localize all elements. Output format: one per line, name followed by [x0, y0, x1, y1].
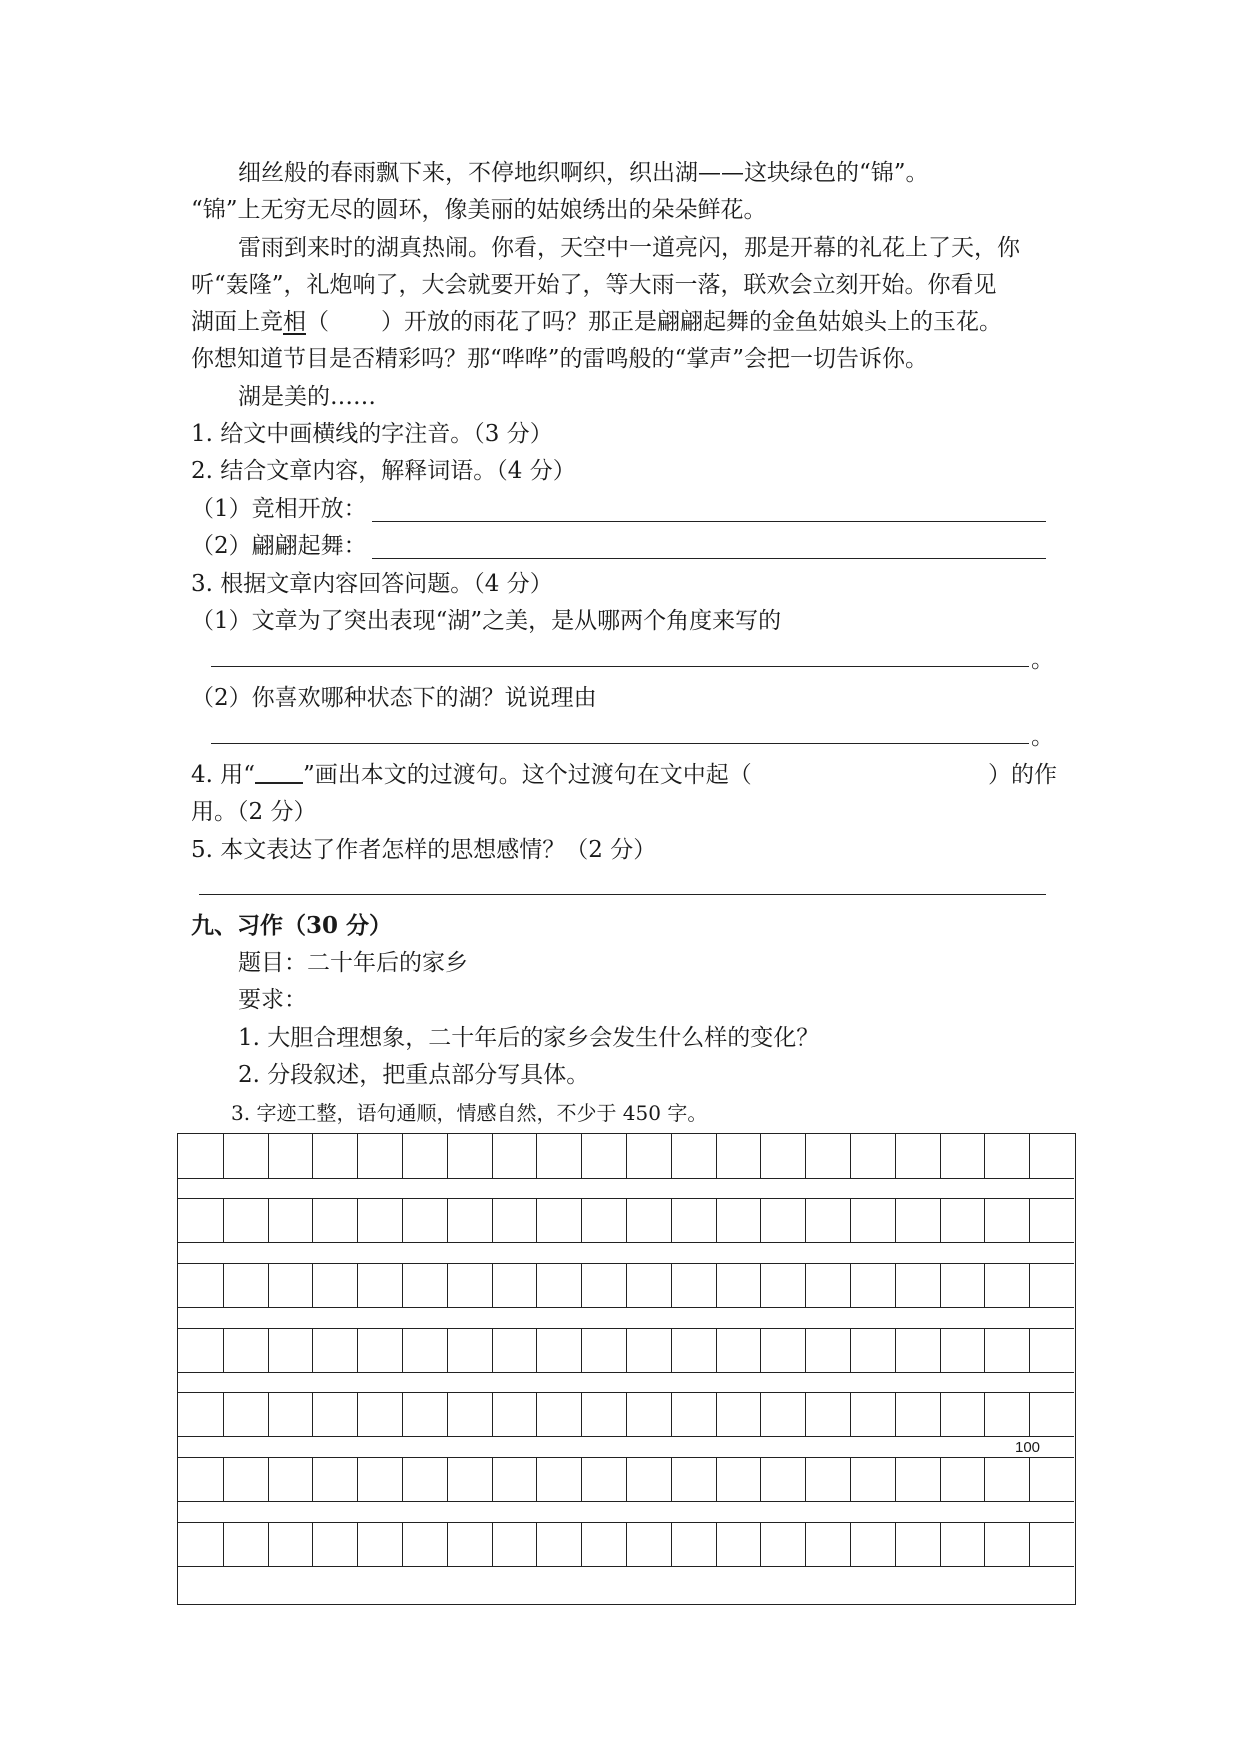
grid-cell-divider [716, 1458, 717, 1501]
passage-paragraph-3: 湖是美的…… [238, 384, 376, 410]
paren-open: （ [306, 309, 329, 335]
grid-cell-divider [895, 1329, 896, 1372]
grid-cell-divider [850, 1329, 851, 1372]
passage-paragraph-2-line-4: 你想知道节目是否精彩吗？那“哗哗”的雷鸣般的“掌声”会把一切告诉你。 [191, 346, 929, 372]
grid-cell-divider [536, 1329, 537, 1372]
requirement-2: 2. 分段叙述，把重点部分写具体。 [238, 1062, 590, 1088]
grid-cell-divider [447, 1393, 448, 1436]
grid-cell-divider [850, 1199, 851, 1242]
grid-cell-divider [626, 1393, 627, 1436]
grid-cell-divider [268, 1458, 269, 1501]
grid-cell-divider [447, 1264, 448, 1307]
grid-cell-divider [805, 1134, 806, 1178]
grid-cell-divider [1029, 1458, 1030, 1501]
grid-cell-divider [940, 1329, 941, 1372]
grid-cell-divider [312, 1523, 313, 1566]
grid-cell-divider [1029, 1393, 1030, 1436]
grid-cell-divider [760, 1199, 761, 1242]
word-count-marker: 100 [1015, 1439, 1041, 1456]
answer-line-3-2[interactable] [211, 743, 1029, 744]
grid-cell-divider [402, 1523, 403, 1566]
grid-row [178, 1328, 1074, 1373]
grid-cell-divider [357, 1134, 358, 1178]
grid-cell-divider [312, 1199, 313, 1242]
grid-cell-divider [223, 1458, 224, 1501]
grid-cell-divider [895, 1199, 896, 1242]
grid-cell-divider [581, 1264, 582, 1307]
grid-cell-divider [357, 1393, 358, 1436]
question-4-suffix: ）的作 [988, 762, 1057, 788]
grid-cell-divider [536, 1264, 537, 1307]
question-2-2-label: （2）翩翩起舞： [191, 533, 367, 559]
passage-paragraph-2-line-1: 雷雨到来时的湖真热闹。你看，天空中一道亮闪，那是开幕的礼花上了天，你 [238, 235, 1020, 261]
grid-cell-divider [626, 1523, 627, 1566]
answer-line-2-1[interactable] [372, 521, 1046, 522]
grid-cell-divider [626, 1264, 627, 1307]
grid-cell-divider [268, 1523, 269, 1566]
grid-cell-divider [536, 1199, 537, 1242]
grid-cell-divider [492, 1199, 493, 1242]
passage-paragraph-2-line-2: 听“轰隆”，礼炮响了，大会就要开始了，等大雨一落，联欢会立刻开始。你看见 [191, 272, 997, 298]
grid-cell-divider [760, 1264, 761, 1307]
grid-cell-divider [984, 1199, 985, 1242]
grid-cell-divider [223, 1199, 224, 1242]
grid-cell-divider [984, 1264, 985, 1307]
grid-cell-divider [850, 1523, 851, 1566]
period-mark: 。 [1031, 647, 1054, 673]
grid-cell-divider [492, 1458, 493, 1501]
grid-cell-divider [581, 1199, 582, 1242]
requirements-label: 要求： [238, 987, 307, 1013]
passage-text: 湖面上竞 [191, 309, 283, 335]
grid-cell-divider [223, 1134, 224, 1178]
grid-cell-divider [895, 1134, 896, 1178]
grid-cell-divider [357, 1199, 358, 1242]
grid-cell-divider [671, 1523, 672, 1566]
grid-cell-divider [402, 1199, 403, 1242]
grid-row [178, 1198, 1074, 1243]
grid-cell-divider [716, 1393, 717, 1436]
grid-cell-divider [312, 1134, 313, 1178]
grid-cell-divider [402, 1458, 403, 1501]
grid-cell-divider [447, 1134, 448, 1178]
grid-row [178, 1392, 1074, 1437]
grid-cell-divider [760, 1523, 761, 1566]
grid-cell-divider [760, 1329, 761, 1372]
grid-cell-divider [850, 1134, 851, 1178]
grid-cell-divider [312, 1458, 313, 1501]
grid-cell-divider [447, 1329, 448, 1372]
grid-cell-divider [805, 1329, 806, 1372]
grid-row [178, 1522, 1074, 1567]
grid-cell-divider [984, 1523, 985, 1566]
grid-cell-divider [805, 1523, 806, 1566]
grid-cell-divider [1029, 1134, 1030, 1178]
grid-cell-divider [805, 1264, 806, 1307]
requirement-3: 3. 字迹工整，语句通顺，情感自然，不少于 450 字。 [231, 1101, 708, 1125]
passage-paragraph-1-line-1: 细丝般的春雨飘下来，不停地织啊织，织出湖——这块绿色的“锦”。 [238, 160, 929, 186]
grid-cell-divider [357, 1523, 358, 1566]
grid-cell-divider [536, 1134, 537, 1178]
grid-row [178, 1457, 1074, 1502]
grid-cell-divider [268, 1329, 269, 1372]
grid-cell-divider [357, 1458, 358, 1501]
grid-cell-divider [716, 1264, 717, 1307]
grid-row [178, 1263, 1074, 1308]
grid-cell-divider [1029, 1264, 1030, 1307]
grid-cell-divider [984, 1458, 985, 1501]
grid-cell-divider [940, 1134, 941, 1178]
grid-cell-divider [940, 1458, 941, 1501]
grid-cell-divider [268, 1264, 269, 1307]
question-5: 5. 本文表达了作者怎样的思想感情？（2 分） [191, 837, 657, 863]
grid-cell-divider [312, 1393, 313, 1436]
grid-cell-divider [895, 1393, 896, 1436]
grid-cell-divider [895, 1523, 896, 1566]
grid-cell-divider [805, 1393, 806, 1436]
grid-cell-divider [492, 1523, 493, 1566]
question-3: 3. 根据文章内容回答问题。（4 分） [191, 571, 553, 597]
grid-cell-divider [223, 1523, 224, 1566]
grid-cell-divider [402, 1329, 403, 1372]
question-2-1-label: （1）竞相开放： [191, 496, 367, 522]
grid-cell-divider [536, 1458, 537, 1501]
grid-cell-divider [312, 1264, 313, 1307]
grid-cell-divider [223, 1329, 224, 1372]
grid-cell-divider [492, 1393, 493, 1436]
grid-cell-divider [1029, 1199, 1030, 1242]
grid-cell-divider [626, 1458, 627, 1501]
grid-cell-divider [268, 1134, 269, 1178]
grid-cell-divider [671, 1329, 672, 1372]
grid-cell-divider [850, 1458, 851, 1501]
grid-cell-divider [805, 1199, 806, 1242]
question-3-2: （2）你喜欢哪种状态下的湖？说说理由 [191, 685, 597, 711]
grid-cell-divider [671, 1134, 672, 1178]
grid-cell-divider [671, 1199, 672, 1242]
grid-cell-divider [940, 1393, 941, 1436]
period-mark: 。 [1031, 724, 1054, 750]
question-1: 1. 给文中画横线的字注音。（3 分） [191, 421, 553, 447]
composition-grid[interactable] [177, 1133, 1076, 1605]
passage-paragraph-1-line-2: “锦”上无穷无尽的圆环，像美丽的姑娘绣出的朵朵鲜花。 [191, 197, 767, 223]
grid-cell-divider [716, 1134, 717, 1178]
grid-cell-divider [447, 1523, 448, 1566]
grid-cell-divider [492, 1329, 493, 1372]
question-3-1: （1）文章为了突出表现“湖”之美，是从哪两个角度来写的 [191, 608, 782, 634]
grid-cell-divider [492, 1264, 493, 1307]
grid-cell-divider [223, 1393, 224, 1436]
grid-cell-divider [895, 1264, 896, 1307]
grid-cell-divider [581, 1523, 582, 1566]
underlined-character: 相 [283, 309, 306, 335]
question-2: 2. 结合文章内容，解释词语。（4 分） [191, 458, 576, 484]
question-text: ”画出本文的过渡句。这个过渡句在文中起（ [303, 762, 752, 788]
answer-line-3-1[interactable] [211, 666, 1029, 667]
grid-cell-divider [984, 1134, 985, 1178]
underline-sample [255, 762, 303, 784]
grid-cell-divider [402, 1393, 403, 1436]
requirement-1: 1. 大胆合理想象，二十年后的家乡会发生什么样的变化？ [238, 1025, 820, 1051]
grid-cell-divider [447, 1458, 448, 1501]
grid-cell-divider [760, 1393, 761, 1436]
grid-cell-divider [223, 1264, 224, 1307]
grid-cell-divider [626, 1329, 627, 1372]
grid-cell-divider [716, 1523, 717, 1566]
grid-cell-divider [581, 1393, 582, 1436]
grid-cell-divider [1029, 1329, 1030, 1372]
grid-cell-divider [984, 1329, 985, 1372]
grid-cell-divider [760, 1458, 761, 1501]
grid-cell-divider [402, 1134, 403, 1178]
grid-cell-divider [895, 1458, 896, 1501]
grid-cell-divider [536, 1523, 537, 1566]
passage-text: ）开放的雨花了吗？那正是翩翩起舞的金鱼姑娘头上的玉花。 [381, 309, 1002, 335]
grid-cell-divider [850, 1264, 851, 1307]
grid-cell-divider [1029, 1523, 1030, 1566]
grid-cell-divider [716, 1329, 717, 1372]
grid-row [178, 1134, 1074, 1179]
grid-cell-divider [312, 1329, 313, 1372]
grid-cell-divider [940, 1264, 941, 1307]
grid-cell-divider [268, 1199, 269, 1242]
answer-line-2-2[interactable] [372, 558, 1046, 559]
grid-cell-divider [940, 1199, 941, 1242]
grid-cell-divider [984, 1393, 985, 1436]
grid-cell-divider [447, 1199, 448, 1242]
question-4-line-2: 用。（2 分） [191, 799, 317, 825]
grid-cell-divider [268, 1393, 269, 1436]
composition-topic: 题目：二十年后的家乡 [238, 950, 468, 976]
grid-cell-divider [760, 1134, 761, 1178]
grid-cell-divider [671, 1458, 672, 1501]
passage-paragraph-2-line-3 [191, 307, 1002, 337]
grid-cell-divider [940, 1523, 941, 1566]
grid-cell-divider [805, 1458, 806, 1501]
grid-cell-divider [581, 1134, 582, 1178]
answer-line-5[interactable] [199, 894, 1046, 895]
grid-cell-divider [357, 1329, 358, 1372]
grid-cell-divider [671, 1393, 672, 1436]
grid-cell-divider [357, 1264, 358, 1307]
grid-cell-divider [671, 1264, 672, 1307]
grid-cell-divider [536, 1393, 537, 1436]
grid-cell-divider [716, 1199, 717, 1242]
question-4-line-1 [191, 760, 752, 790]
grid-cell-divider [581, 1458, 582, 1501]
grid-cell-divider [402, 1264, 403, 1307]
grid-cell-divider [581, 1329, 582, 1372]
grid-cell-divider [626, 1199, 627, 1242]
grid-cell-divider [492, 1134, 493, 1178]
grid-cell-divider [850, 1393, 851, 1436]
question-text: 4. 用“ [191, 762, 256, 788]
composition-heading: 九、习作（30 分） [191, 912, 393, 939]
grid-cell-divider [626, 1134, 627, 1178]
